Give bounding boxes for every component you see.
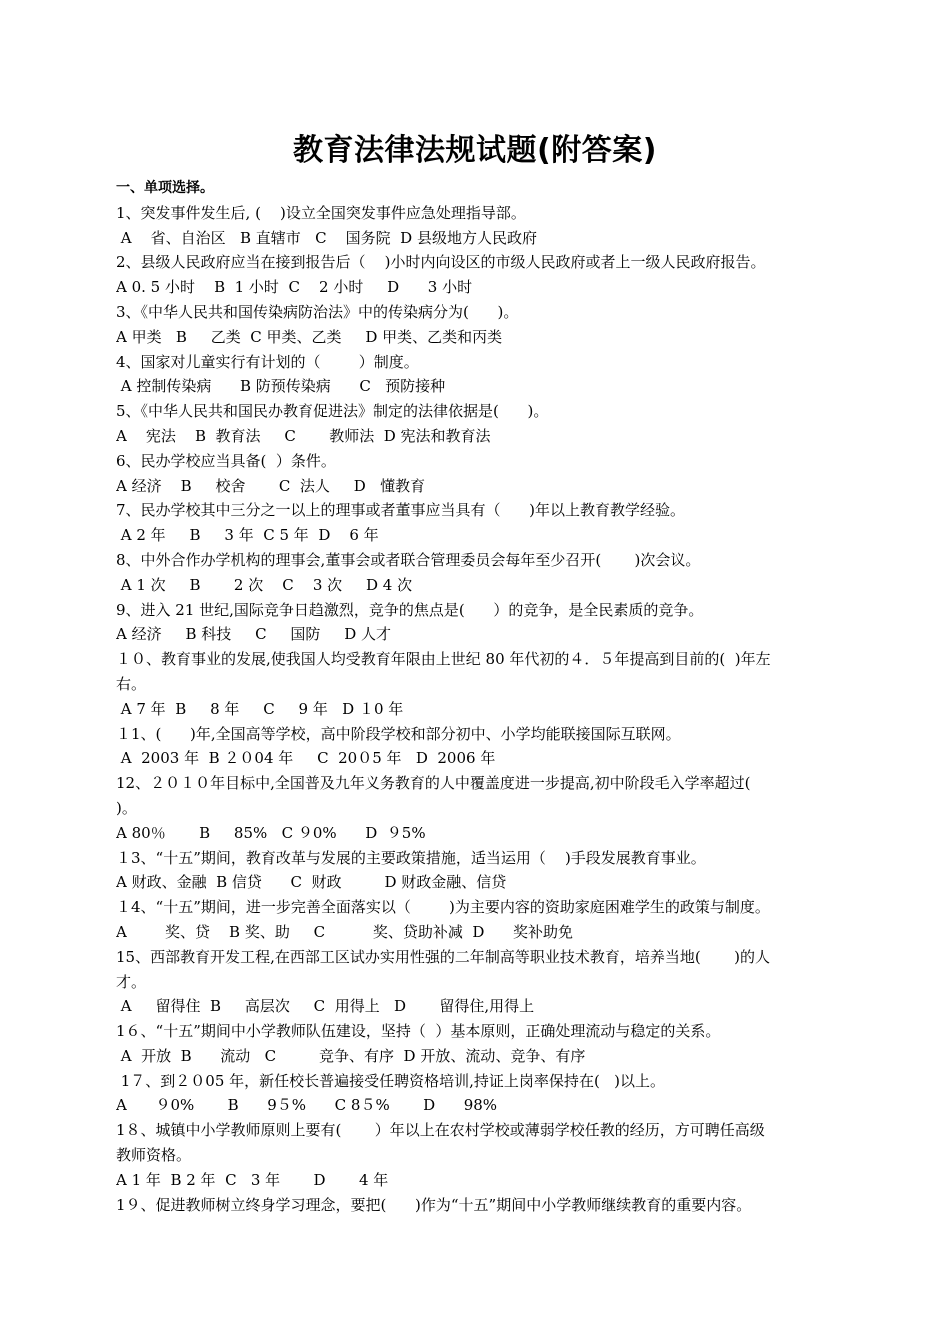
document-line: A 1 年 B 2 年 C 3 年 D 4 年	[116, 1170, 389, 1189]
document-line: A 宪法 B 教育法 C 教师法 D 宪法和教育法	[116, 426, 491, 445]
document-line: 1６、“十五”期间中小学教师队伍建设，坚持（ ）基本原则，正确处理流动与稳定的关系。	[116, 1022, 721, 1041]
document-line: A 省、自治区 B 直辖市 C 国务院 D 县级地方人民政府	[116, 228, 537, 247]
document-line: A 奖、贷 B 奖、助 C 奖、贷助补减 D 奖补助免	[116, 922, 574, 941]
document-line: 右。	[116, 674, 147, 693]
document-line: 12、２０１０年目标中,全国普及九年义务教育的人中覆盖度进一步提高,初中阶段毛入学率超过(	[116, 774, 751, 793]
document-title: 教育法律法规试题(附答案)	[293, 133, 657, 168]
document-line: 7、民办学校其中三分之一以上的理事或者董事应当具有（ )年以上教育教学经验。	[116, 501, 686, 520]
document-line: A 控制传染病 B 防预传染病 C 预防接种	[116, 377, 446, 396]
document-line: 8、中外合作办学机构的理事会,董事会或者联合管理委员会每年至少召开( )次会议。	[116, 550, 701, 569]
document-line: A 7 年 B 8 年 C 9 年 D １0 年	[116, 699, 404, 718]
document-line: A 2003 年 B ２０04 年 C 20０5 年 D 2006 年	[116, 749, 496, 768]
document-line: A 经济 B 校舍 C 法人 D 懂教育	[116, 476, 426, 495]
document-line: 6、民办学校应当具备( ）条件。	[116, 451, 336, 470]
document-line: 4、国家对儿童实行有计划的（ ）制度。	[116, 352, 419, 371]
document-line: 1７、到２０05 年，新任校长普遍接受任聘资格培训,持证上岗率保持在( )以上。	[116, 1071, 665, 1090]
document-line: 15、西部教育开发工程,在西部工区试办实用性强的二年制高等职业技术教育，培养当地( )的人	[116, 947, 770, 966]
document-line: １3、“十五”期间，教育改革与发展的主要政策措施，适当运用（ )手段发展教育事业。	[116, 848, 706, 867]
section-heading: 一、单项选择。	[116, 180, 214, 196]
document-line: 3、《中华人民共和国传染病防治法》中的传染病分为( )。	[116, 302, 519, 321]
document-line: A 1 次 B 2 次 C 3 次 D 4 次	[116, 575, 413, 594]
document-line: A 财政、金融 B 信贷 C 财政 D 财政金融、信贷	[116, 873, 507, 892]
document-body	[116, 176, 846, 1217]
document-line: 1、突发事件发生后, ( )设立全国突发事件应急处理指导部。	[116, 203, 526, 222]
document-line: 9、进入 21 世纪,国际竞争日趋激烈，竞争的焦点是( ）的竞争，是全民素质的竞争。	[116, 600, 704, 619]
document-line: 5、《中华人民共和国民办教育促进法》制定的法律依据是( )。	[116, 402, 549, 421]
document-line: 才。	[116, 972, 147, 991]
document-line: １０、教育事业的发展,使我国人均受教育年限由上世纪 80 年代初的４．５年提高到目前的( )年左	[116, 650, 771, 669]
document-line: A 甲类 B 乙类 C 甲类、乙类 D 甲类、乙类和丙类	[116, 327, 503, 346]
document-line: A 经济 B 科技 C 国防 D 人才	[116, 625, 392, 644]
document-line: A 开放 B 流动 C 竞争、有序 D 开放、流动、竞争、有序	[116, 1046, 586, 1065]
document-line: A ９0% B 9５% C 8５% D 98%	[116, 1096, 498, 1115]
document-line: )。	[116, 798, 137, 817]
document-line: A 80％ B 85% C ９0% D ９5%	[116, 823, 426, 842]
document-line: １4、“十五”期间，进一步完善全面落实以（ )为主要内容的资助家庭困难学生的政策与制度。	[116, 898, 770, 917]
document-line: １1、( )年,全国高等学校，高中阶段学校和部分初中、小学均能联接国际互联网。	[116, 724, 681, 743]
document-line: 1８、城镇中小学教师原则上要有( ）年以上在农村学校或薄弱学校任教的经历，方可聘任高级	[116, 1121, 765, 1140]
document-line: A 0. 5 小时 B 1 小时 C 2 小时 D 3 小时	[116, 278, 473, 297]
document-line: 教师资格。	[116, 1146, 192, 1165]
document-line: 1９、促进教师树立终身学习理念，要把( )作为“十五”期间中小学教师继续教育的重要内容。	[116, 1195, 752, 1214]
document-line: 2、县级人民政府应当在接到报告后（ )小时内向设区的市级人民政府或者上一级人民政府报告。	[116, 253, 766, 272]
document-line: A 留得住 B 高层次 C 用得上 D 留得住,用得上	[116, 997, 535, 1016]
document-line: A 2 年 B 3 年 C 5 年 D 6 年	[116, 526, 379, 545]
